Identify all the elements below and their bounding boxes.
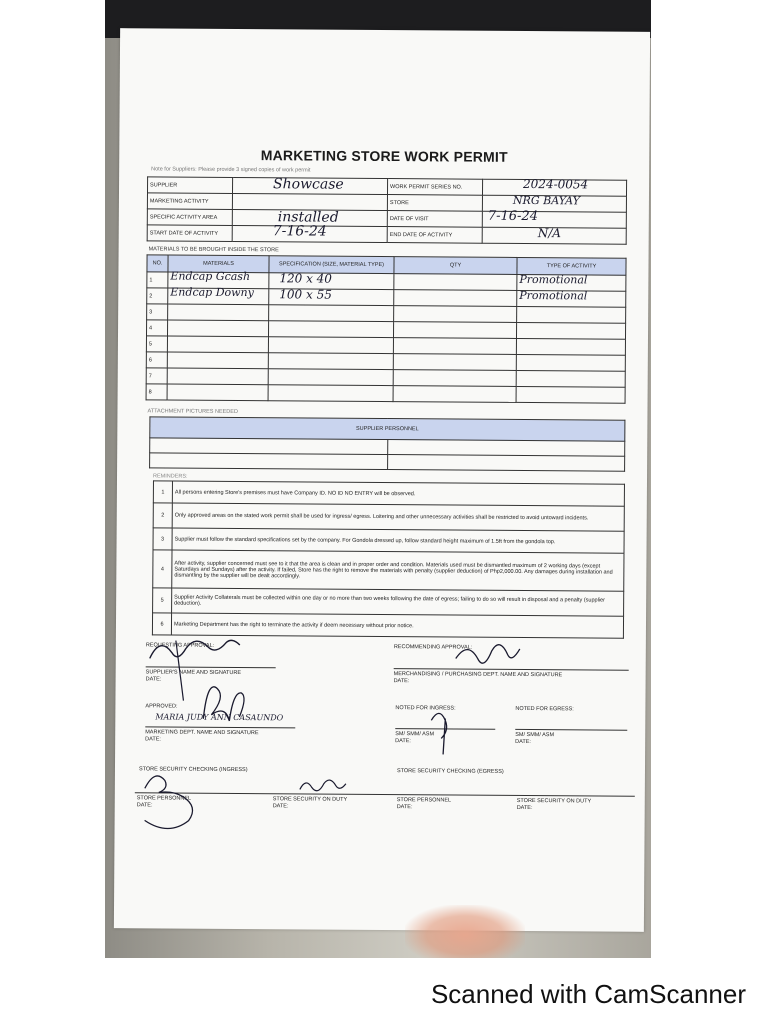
start-label: START DATE OF ACTIVITY <box>147 225 232 242</box>
spec-value: 100 x 55 <box>279 287 332 302</box>
personnel-cell <box>150 438 388 455</box>
spec-cell <box>268 385 393 402</box>
type-cell <box>516 354 625 371</box>
series-value: 2024-0054 <box>523 176 589 192</box>
signature-line <box>395 728 495 730</box>
qty-cell <box>394 274 517 291</box>
security-egress-label: STORE SECURITY CHECKING (EGRESS) <box>396 768 504 775</box>
thumb-blur <box>405 905 525 958</box>
marketing-signature-label: MARKETING DEPT. NAME AND SIGNATURE <box>145 729 259 737</box>
end-value-cell <box>482 227 626 244</box>
activity-value-cell <box>232 193 387 210</box>
materials-table <box>146 254 627 403</box>
col-materials: MATERIALS <box>168 255 269 273</box>
reminder-no: 4 <box>153 550 172 588</box>
reminders-table <box>152 480 625 638</box>
material-cell <box>167 384 268 401</box>
date-label: DATE: <box>136 802 153 809</box>
start-value: 7-16-24 <box>272 223 327 240</box>
signature-line <box>145 726 295 728</box>
recommending-approval-label: RECOMMENDING APPROVAL: <box>393 644 473 651</box>
qty-cell <box>393 386 516 403</box>
area-value: installed <box>277 209 339 226</box>
signature-line <box>515 729 627 731</box>
col-no: NO. <box>147 255 168 272</box>
security-on-duty-label: STORE SECURITY ON DUTY <box>272 796 348 803</box>
scanned-photo <box>105 0 651 958</box>
reminder-text: Marketing Department has the right to terminate the activity if deem necessary without prior notice. <box>171 613 623 638</box>
end-label: END DATE OF ACTIVITY <box>387 227 482 244</box>
row-no: 7 <box>146 368 167 384</box>
supplier-value-cell <box>232 177 387 194</box>
sm-signature-label: SM/ SMM/ ASM <box>395 731 435 738</box>
spec-cell <box>269 305 394 322</box>
spec-cell <box>268 369 393 386</box>
visit-label: DATE OF VISIT <box>387 211 482 228</box>
merchandising-signature-label: MERCHANDISING / PURCHASING DEPT. NAME AND SIGNATURE <box>393 671 563 679</box>
reminder-row <box>153 588 624 616</box>
row-no: 1 <box>147 272 168 288</box>
materials-caption: MATERIALS TO BE BROUGHT INSIDE THE STORE <box>148 246 279 254</box>
reminder-text: After activity, supplier concerned must see to it that the area is clean and in proper order and condition. Materials used must be dismantled maximum of 2 working days (except Saturdays and Sundays) after the activity. If failed, Store has the right to remove the materials with penalty (supplier deduction) of Php2,000.00. Any damages during installation and dismantling by the supplier will be dealt accordingly. <box>172 550 624 591</box>
qty-cell <box>394 290 517 307</box>
reminder-text: All persons entering Store's premises must have Company ID. NO ID NO ENTRY will be observed. <box>172 481 624 506</box>
supplier-value: Showcase <box>273 176 344 193</box>
type-value: Promotional <box>519 288 588 303</box>
qty-cell <box>393 338 516 355</box>
col-specification: SPECIFICATION (SIZE, MATERIAL TYPE) <box>269 256 394 274</box>
requesting-approval-label: REQUESTING APPROVAL: <box>145 642 215 649</box>
material-cell <box>168 320 269 337</box>
reminder-no: 6 <box>152 613 171 635</box>
material-value: Endcap Gcash <box>170 269 251 284</box>
approver-name: MARIA JUDY ANN CASAUNDO <box>155 712 284 723</box>
material-cell <box>167 352 268 369</box>
reminder-text: Supplier must follow the standard specifications set by the company. For Gondola dressed up, follow standard height maximum of 1.5ft from the gondola top. <box>172 528 624 553</box>
approved-label: APPROVED: <box>145 703 178 710</box>
spec-cell <box>268 353 393 370</box>
personnel-header: SUPPLIER PERSONNEL <box>150 417 625 441</box>
signature-line <box>146 666 276 668</box>
spec-cell <box>269 289 394 306</box>
type-cell <box>516 370 625 387</box>
reminder-no: 3 <box>153 528 172 550</box>
supplier-signature-label: SUPPLIER'S NAME AND SIGNATURE <box>145 669 242 677</box>
visit-value: 7-16-24 <box>487 208 539 225</box>
material-cell <box>168 304 269 321</box>
camscanner-caption: Scanned with CamScanner <box>430 979 746 1009</box>
store-value: NRG BAYAY <box>512 193 580 208</box>
col-qty: QTY <box>394 257 517 275</box>
type-cell <box>517 306 626 323</box>
personnel-cell <box>150 453 388 470</box>
date-label: DATE: <box>516 804 533 812</box>
col-activity-type: TYPE OF ACTIVITY <box>517 257 626 275</box>
material-cell <box>168 285 269 305</box>
reminder-text: Only approved areas on the stated work permit shall be used for ingress/ egress. Loitering and other unnecessary activities shall be restricted to avoid untoward incidents. <box>172 503 624 531</box>
row-no: 8 <box>146 384 167 400</box>
reminder-row <box>152 613 623 638</box>
date-label: DATE: <box>515 738 531 746</box>
reminder-row <box>153 481 624 506</box>
reminder-no: 5 <box>153 588 172 613</box>
end-value: N/A <box>537 226 561 241</box>
signature-line <box>394 668 629 671</box>
date-label: DATE: <box>272 803 289 810</box>
signature-line <box>135 792 635 796</box>
attachment-caption: ATTACHMENT PICTURES NEEDED <box>147 408 238 415</box>
reminder-text: Supplier Activity Collaterals must be collected within one day or no more than two weeks following the date of egress; failing to do so will result in disposal and a penalty (supplier deduction). <box>172 588 624 616</box>
material-cell <box>167 368 268 385</box>
supplier-personnel-table <box>149 416 625 471</box>
date-label: DATE: <box>145 736 162 743</box>
table-row <box>146 384 625 403</box>
start-value-cell <box>232 225 387 242</box>
reminders-caption: REMINDERS: <box>152 473 188 480</box>
type-cell <box>516 338 625 355</box>
reminder-row <box>153 528 624 553</box>
header-fields <box>147 176 627 244</box>
store-label: STORE <box>387 195 482 212</box>
row-no: 6 <box>146 352 167 368</box>
material-cell <box>167 336 268 353</box>
qty-cell <box>393 322 516 339</box>
reminder-row <box>153 503 624 531</box>
form-note: Note for Suppliers: Please provide 3 signed copies of work permit <box>151 166 311 174</box>
spec-cell <box>268 321 393 338</box>
permit-paper <box>114 28 650 932</box>
material-value: Endcap Downy <box>170 285 254 300</box>
row-no: 5 <box>146 336 167 352</box>
type-cell <box>516 386 625 403</box>
type-value: Promotional <box>519 272 588 287</box>
noted-egress-label: NOTED FOR EGRESS: <box>515 705 574 713</box>
qty-cell <box>393 370 516 387</box>
security-on-duty-label: STORE SECURITY ON DUTY <box>516 797 592 805</box>
date-label: DATE: <box>395 738 411 745</box>
date-label: DATE: <box>396 804 413 811</box>
reminder-no: 1 <box>153 481 172 503</box>
series-label: WORK PERMIT SERIES NO. <box>387 179 482 196</box>
area-label: SPECIFIC ACTIVITY AREA <box>147 209 232 226</box>
date-label: DATE: <box>393 678 410 685</box>
qty-cell <box>394 306 517 323</box>
qty-cell <box>393 354 516 371</box>
row-no: 2 <box>147 288 168 304</box>
store-personnel-label: STORE PERSONNEL <box>136 795 192 802</box>
supplier-label: SUPPLIER <box>147 177 232 194</box>
spec-value: 120 x 40 <box>279 271 333 286</box>
type-cell <box>517 290 626 307</box>
table-row <box>147 288 626 307</box>
personnel-cell <box>387 440 625 457</box>
sm-signature-label: SM/ SMM/ ASM <box>515 731 555 739</box>
personnel-cell <box>387 455 625 472</box>
row-no: 4 <box>147 320 168 336</box>
security-signature <box>300 780 346 791</box>
row-no: 3 <box>147 304 168 320</box>
reminder-no: 2 <box>153 503 172 528</box>
activity-label: MARKETING ACTIVITY <box>147 193 232 210</box>
reminder-row <box>153 550 624 591</box>
spec-cell <box>268 337 393 354</box>
noted-ingress-label: NOTED FOR INGRESS: <box>395 705 456 712</box>
type-cell <box>516 322 625 339</box>
store-personnel-label: STORE PERSONNEL <box>396 797 452 804</box>
security-ingress-label: STORE SECURITY CHECKING (INGRESS) <box>138 766 248 774</box>
form-title: MARKETING STORE WORK PERMIT <box>260 147 508 165</box>
date-label: DATE: <box>145 676 162 683</box>
